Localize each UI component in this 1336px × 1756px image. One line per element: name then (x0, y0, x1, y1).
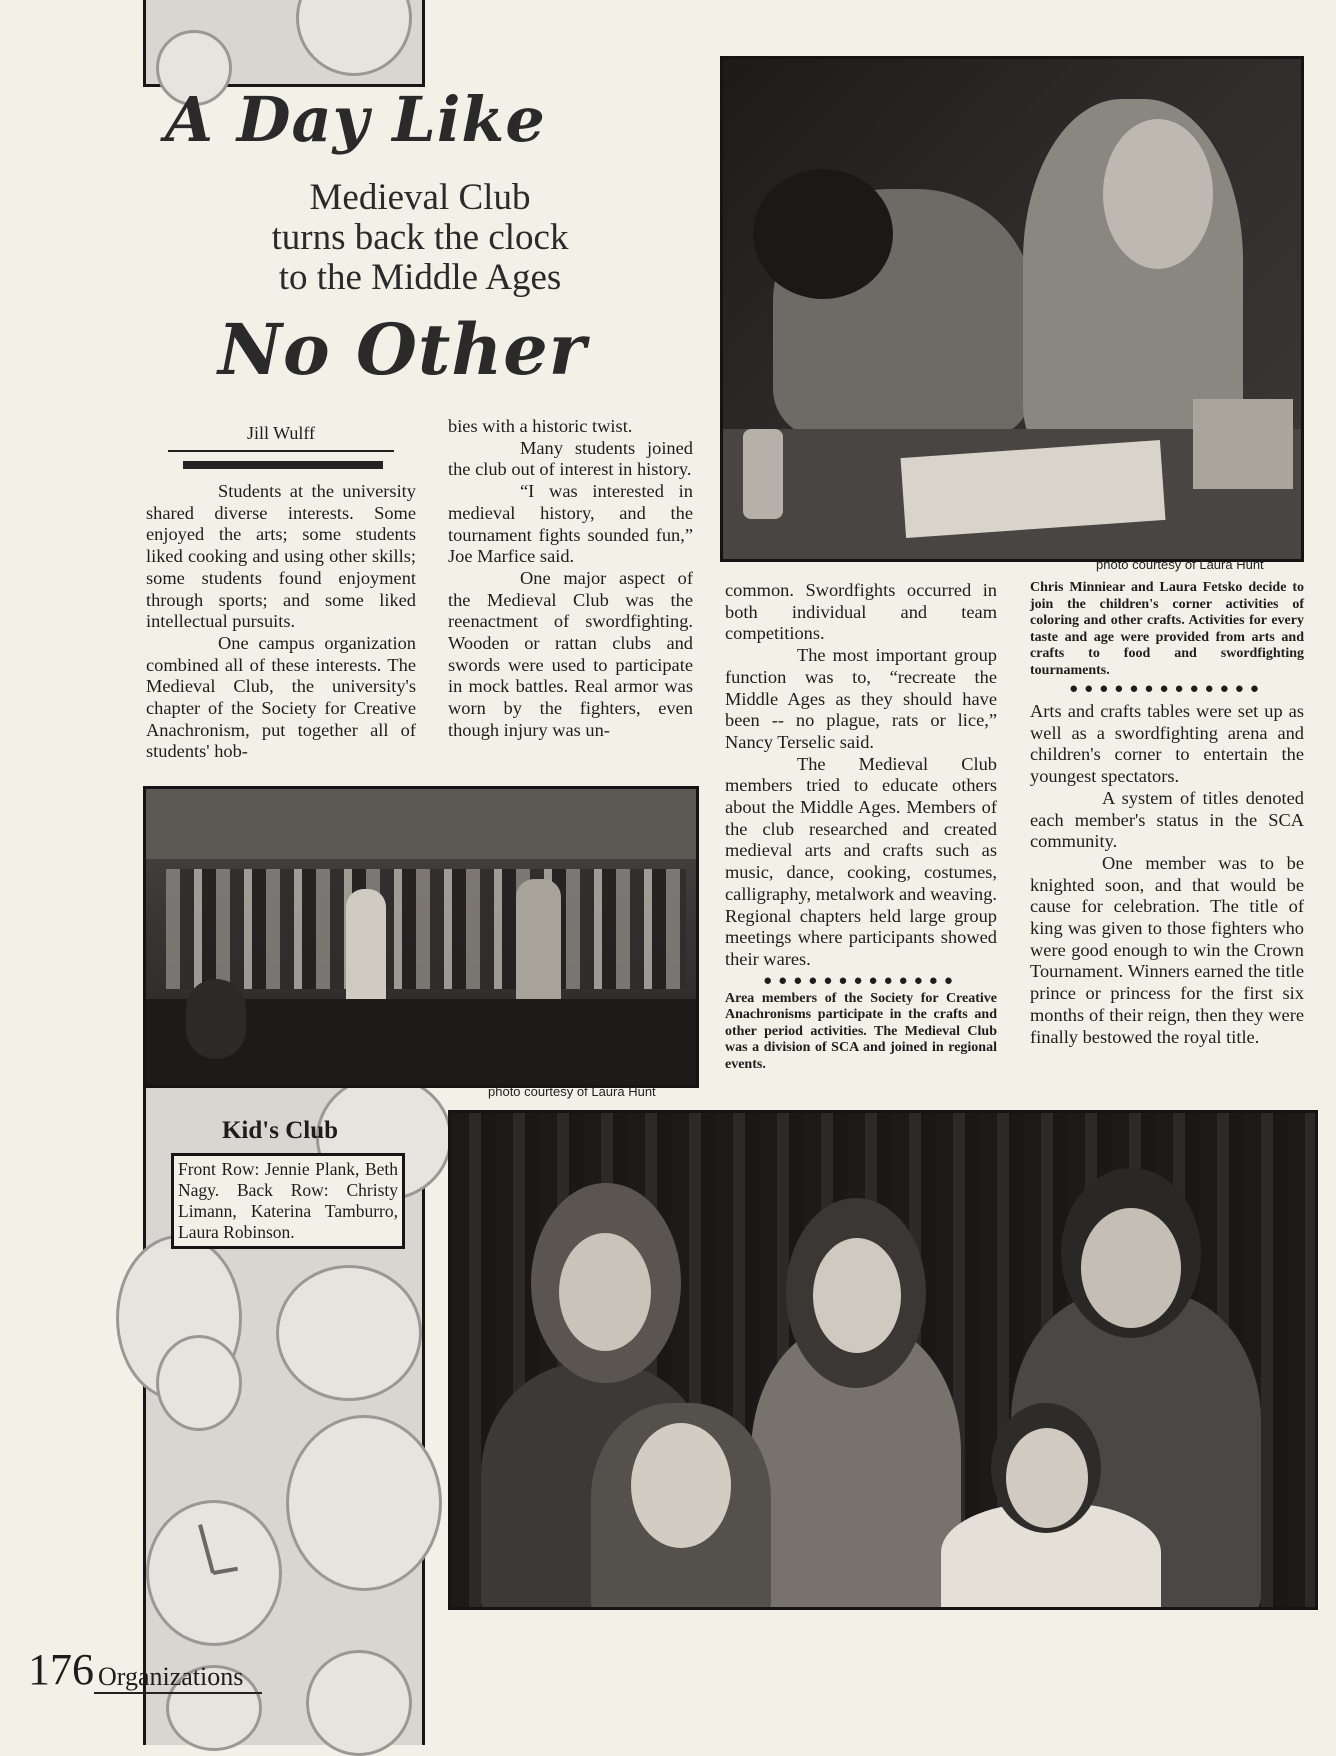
paragraph: “I was interested in medieval history, and the tournament fights sounded fun,” Joe Marfice said. (448, 481, 693, 567)
article-column-1 (146, 481, 416, 763)
subheadline-line-3: to the Middle Ages (278, 257, 562, 298)
kids-club-caption: Front Row: Jennie Plank, Beth Nagy. Back Row: Christy Limann, Katerina Tamburro, Laura Robinson. (178, 1159, 398, 1242)
paragraph: Arts and crafts tables were set up as well as a swordfighting arena and children's corner to entertain the youngest spectators. (1030, 701, 1304, 787)
byline-rule-thin (168, 450, 394, 452)
paragraph: common. Swordfights occurred in both individual and team competitions. (725, 580, 997, 644)
section-name: Organizations (98, 1662, 244, 1691)
headline-part-1: A Day Like (165, 83, 546, 156)
paragraph: One campus organization combined all of these interests. The Medieval Club, the university's chapter of the Society for Creative Anachronism, put together all of students' hob- (146, 632, 416, 762)
paragraph: One major aspect of the Medieval Club was the reenactment of swordfighting. Wooden or rattan clubs and swords were used to participate in mock battles. Real armor was worn by the fighters, even though injury was un- (448, 567, 693, 740)
decorative-clock-panel-top (143, 0, 425, 87)
paragraph: One member was to be knighted soon, and that would be cause for celebration. The title of king was given to those fighters who were good enough to win the Crown Tournament. Winners earned the title prince or princess for the first six months of their reign, then they were finally bestowed the royal title. (1030, 852, 1304, 1047)
subheadline-line-1: Medieval Club (309, 177, 531, 218)
article-column-3 (725, 580, 997, 1073)
kids-club-caption-box (171, 1153, 405, 1249)
photo-children-corner-crafts (720, 56, 1304, 562)
photo-caption-crowd: Area members of the Society for Creative Anachronisms participate in the crafts and other period activities. The Medieval Club was a division of SCA and joined in regional events. (725, 990, 997, 1072)
byline-rule-thick (183, 461, 383, 469)
pocket-watch-icon (146, 1500, 282, 1646)
paragraph: Students at the university shared diverse interests. Some enjoyed the arts; some students liked cooking and using other skills; some students found enjoyment through sports; and some liked intellectual pursuits. (146, 481, 416, 632)
kids-club-title: Kid's Club (221, 1117, 339, 1144)
bullet-divider: ●●●●●●●●●●●●● (763, 972, 959, 989)
photo-credit-top: photo courtesy of Laura Hunt (1096, 557, 1264, 572)
folio-rule (94, 1692, 262, 1694)
article-column-2 (448, 416, 693, 742)
headline-part-2: No Other (218, 308, 587, 391)
paragraph: Many students joined the club out of interest in history. (448, 437, 693, 480)
page-number: 176 (28, 1645, 94, 1694)
photo-sca-event-crowd (143, 786, 699, 1088)
paragraph: The Medieval Club members tried to educate others about the Middle Ages. Members of the club researched and created medieval arts and crafts such as music, dance, cooking, costumes, calligraphy, metalwork and weaving. Regional chapters held large group meetings where participants showed their wares. (725, 753, 998, 969)
paragraph: bies with a historic twist. (448, 416, 633, 436)
paragraph: The most important group function was to, “recreate the Middle Ages as they should have been -- no plague, rats or lice,” Nancy Terselic said. (725, 645, 997, 752)
subheadline-line-2: turns back the clock (271, 217, 569, 258)
byline: Jill Wulff (246, 423, 316, 443)
photo-kids-club-group (448, 1110, 1318, 1610)
bullet-divider: ●●●●●●●●●●●●● (1069, 681, 1265, 697)
article-column-4 (1030, 580, 1304, 1048)
paragraph: A system of titles denoted each member's status in the SCA community. (1030, 787, 1304, 852)
photo-credit-middle: photo courtesy of Laura Hunt (488, 1084, 656, 1099)
photo-caption-crafts: Chris Minniear and Laura Fetsko decide to join the children's corner activities of coloring and other crafts. Activities for every taste and age were provided from arts and crafts to food and swordfighting tournaments. (1030, 580, 1304, 678)
